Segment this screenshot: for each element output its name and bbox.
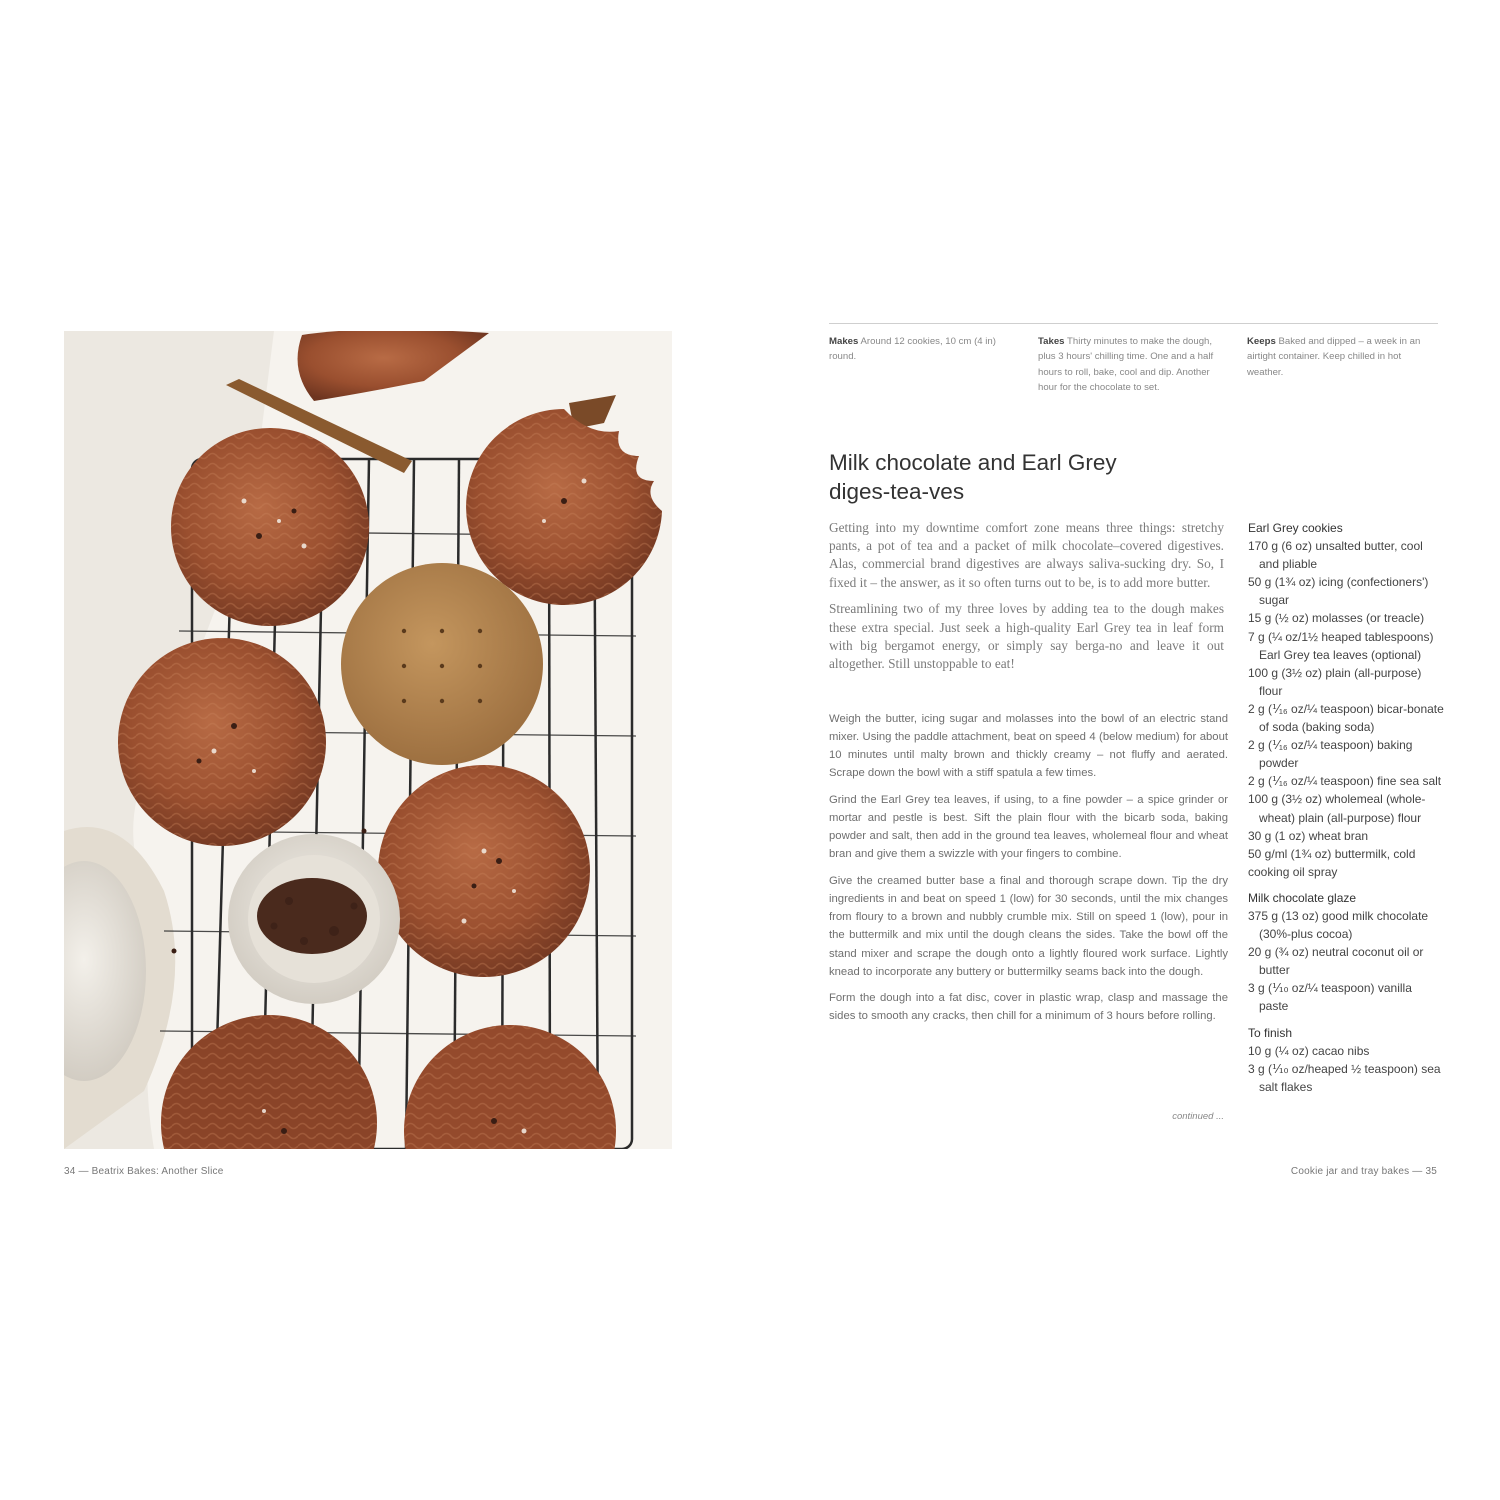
method-step: Weigh the butter, icing sugar and molasses into the bowl of an electric stand mixer. Using the paddle attachment, beat on speed 4 (below medium) for about 10 minutes until malty brown and thickly creamy – not fluffy and aerated. Scrape down the bowl with a stiff spatula a few times. [829,713,1228,780]
right-folio: Cookie jar and tray bakes — 35 [1290,1166,1437,1177]
method-step: Form the dough into a fat disc, cover in plastic wrap, clasp and massage the sides to smooth any cracks, then chill for a minimum of 3 hours before rolling. [829,992,1228,1023]
ingredient-item: 100 g (3½ oz) wholemeal (whole-wheat) plain (all-purpose) flour [1248,792,1426,825]
ingredient-group-title: To finish [1248,1025,1293,1040]
method-step: Grind the Earl Grey tea leaves, if using, to a fine powder – a spice grinder or mortar and pestle is best. Sift the plain flour with the bicarb soda, baking powder and salt, then add in the ground tea leaves, wholemeal flour and wheat bran and give them a swizzle with your fingers to combine. [829,794,1228,861]
ingredient-item: 3 g (⅒ oz/¼ teaspoon) vanilla paste [1248,981,1412,1014]
ingredient-item: 170 g (6 oz) unsalted butter, cool and pliable [1248,539,1423,572]
ingredient-item: 20 g (¾ oz) neutral coconut oil or butter [1248,945,1424,978]
meta-keeps [1247,334,1436,395]
meta-makes-label: Makes [829,336,859,347]
meta-makes [829,334,1018,395]
ingredient-item: 7 g (¼ oz/1½ heaped tablespoons) Earl Grey tea leaves (optional) [1248,629,1434,662]
meta-takes-label: Takes [1038,336,1065,347]
ingredient-item: 100 g (3½ oz) plain (all-purpose) flour [1248,665,1422,698]
ingredient-item: 2 g (⅟₁₆ oz/¼ teaspoon) baking powder [1248,738,1413,771]
ingredient-item: 3 g (⅒ oz/heaped ½ teaspoon) sea salt flakes [1248,1061,1441,1094]
ingredient-group-title: Milk chocolate glaze [1248,890,1357,905]
ingredient-item: 375 g (13 oz) good milk chocolate (30%-plus cocoa) [1248,908,1429,942]
meta-makes-text: Around 12 cookies, 10 cm (4 in) round. [829,336,996,363]
intro-paragraph: Getting into my downtime comfort zone means three things: stretchy pants, a pot of tea and a packet of milk chocolate–covered digestives. Alas, commercial brand digestives are always saliva-sucking dry. So, I fixed it – the answer, as it so often turns out to be, is to add more butter. [829,520,1224,590]
ingredient-item: 50 g (1¾ oz) icing (confectioners') sugar [1248,575,1429,608]
recipe-title-line1: Milk chocolate and Earl Grey [829,450,1117,475]
cookie-photo [64,331,672,1149]
method-step: Give the creamed butter base a final and thorough scrape down. Tip the dry ingredients in and beat on speed 1 (low) for 30 seconds, until the mix changes from floury to a brown and nubbly crumble mix. Still on speed 1 (low), pour in the buttermilk and mix until the dough cleans the sides. Take the bowl off the stand mixer and scrape the dough onto a lightly floured work surface. Lightly knead to incorporate any buttery or buttermilky seams back into the dough. [829,875,1228,978]
recipe-meta [829,323,1438,395]
ingredient-item: 2 g (⅟₁₆ oz/¼ teaspoon) bicar-bonate of soda (baking soda) [1248,701,1444,735]
ingredient-item: cooking oil spray [1248,864,1338,879]
ingredient-item: 30 g (1 oz) wheat bran [1248,828,1369,843]
meta-keeps-text: Baked and dipped – a week in an airtight container. Keep chilled in hot weather. [1247,336,1421,378]
recipe-title [829,448,1209,506]
ingredient-item: 15 g (½ oz) molasses (or treacle) [1248,611,1425,626]
continued-note: continued ... [1172,1111,1224,1122]
ingredients-list [1248,519,1444,1096]
intro-paragraph: Streamlining two of my three loves by adding tea to the dough makes these extra special. Just seek a high-quality Earl Grey tea in leaf form with big bergamot energy, or simply say berga-no and leave it out altogether. Still unstoppable to eat! [829,601,1224,671]
meta-takes [1038,334,1227,395]
ingredient-item: 10 g (¼ oz) cacao nibs [1248,1043,1370,1058]
meta-keeps-label: Keeps [1247,336,1276,347]
recipe-method [829,710,1228,1034]
ingredient-group-title: Earl Grey cookies [1248,521,1343,535]
ingredient-item: 2 g (⅟₁₆ oz/¼ teaspoon) fine sea salt [1248,774,1442,789]
left-folio: 34 — Beatrix Bakes: Another Slice [64,1166,224,1177]
cookie-photo-illustration [64,331,672,1149]
ingredient-item: 50 g/ml (1¾ oz) buttermilk, cold [1248,846,1416,861]
meta-takes-text: Thirty minutes to make the dough, plus 3 hours' chilling time. One and a half hours to roll, bake, cool and dip. Another hour for the chocolate to set. [1038,336,1214,393]
recipe-title-line2: diges-tea-ves [829,479,965,504]
recipe-intro [829,519,1224,682]
